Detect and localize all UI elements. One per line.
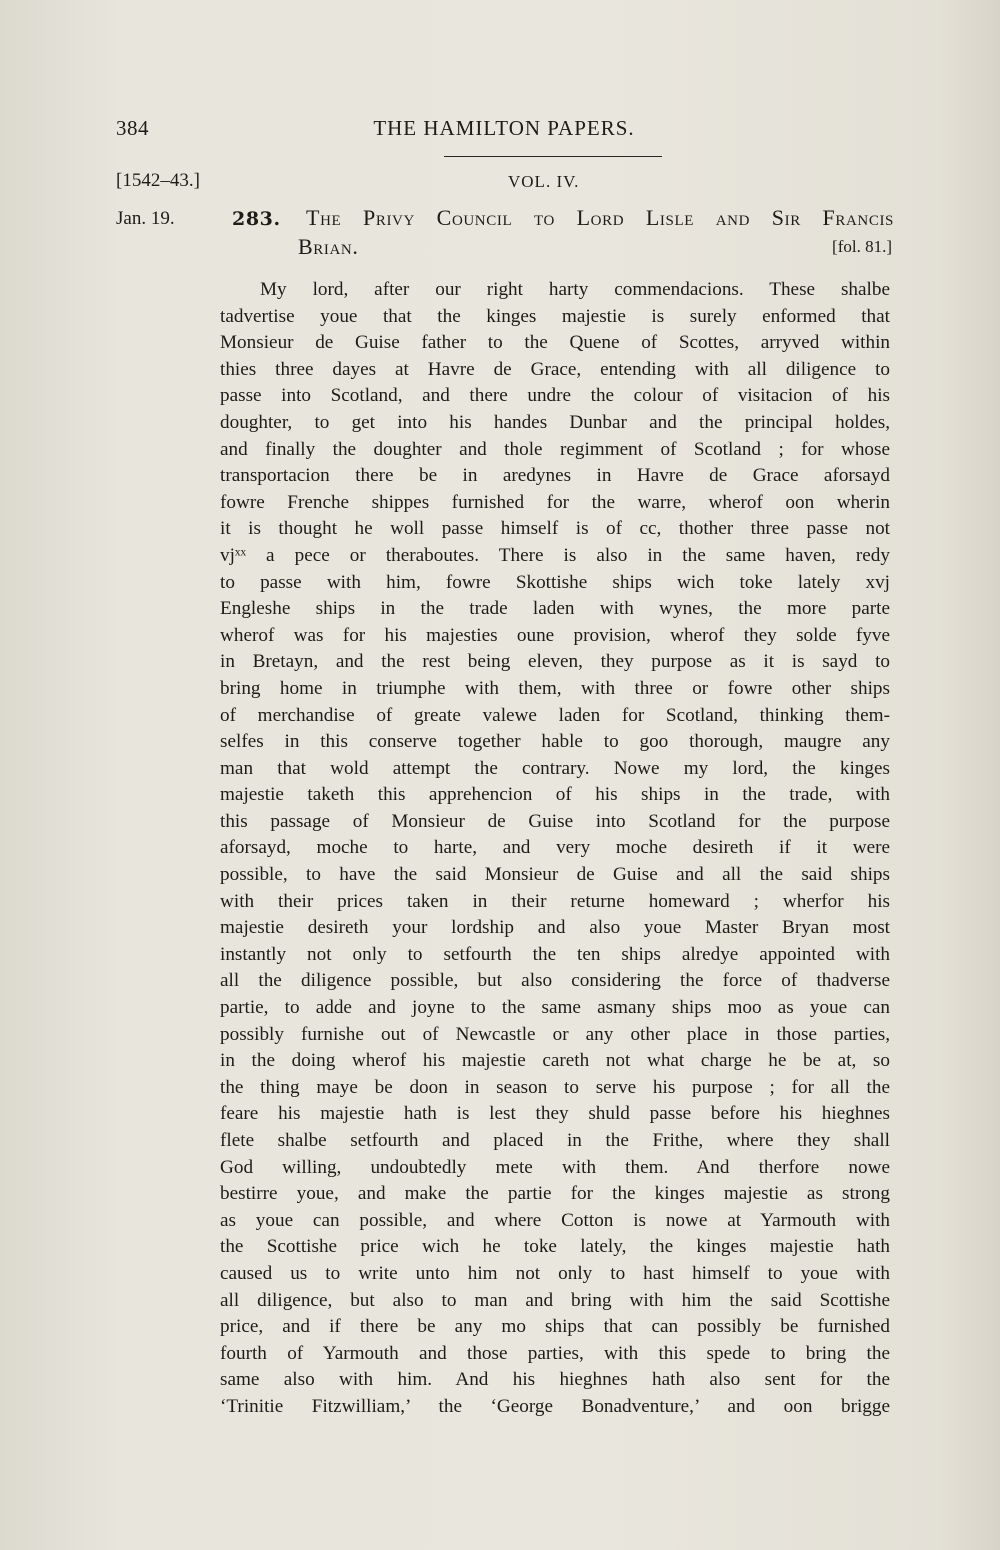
text-line: tadvertise youe that the kinges majestie is surely enformed that <box>220 305 890 327</box>
year-range: [1542–43.] <box>116 170 200 191</box>
text-line: fowre Frenche shippes furnished for the warre, wherof oon wherin <box>220 491 890 513</box>
text-line: fourth of Yarmouth and those parties, with this spede to bring the <box>220 1342 890 1364</box>
text-line: in the doing wherof his majestie careth not what charge he be at, so <box>220 1050 890 1072</box>
text-line: Engleshe ships in the trade laden with wynes, the more parte <box>220 598 890 620</box>
text-line: thies three dayes at Havre de Grace, entending with all diligence to <box>220 358 890 380</box>
text-line: doughter, to get into his handes Dunbar and the principal holdes, <box>220 411 890 433</box>
text-line: price, and if there be any mo ships that can possibly be furnished <box>220 1316 890 1338</box>
text-line: selfes in this conserve together hable to goo thorough, maugre any <box>220 731 890 753</box>
text-line: in Bretayn, and the rest being eleven, they purpose as it is sayd to <box>220 651 890 673</box>
page-number: 384 <box>116 116 149 140</box>
text-line: the Scottishe price wich he toke lately, the kinges majestie hath <box>220 1236 890 1258</box>
text-line: the thing maye be doon in season to serve his purpose ; for all the <box>220 1076 890 1098</box>
text-line: instantly not only to setfourth the ten ships alredye appointed with <box>220 943 890 965</box>
page-edge-shadow <box>940 0 1000 1550</box>
text-line: it is thought he woll passe himself is of cc, thother three passe not <box>220 518 890 540</box>
text-line: wherof was for his majesties oune provision, wherof they solde fyve <box>220 624 890 646</box>
text-line: passe into Scotland, and there undre the colour of visitacion of his <box>220 385 890 407</box>
text-line: bestirre youe, and make the partie for the kinges majestie as strong <box>220 1183 890 1205</box>
entry-title-line2 <box>232 233 894 261</box>
text-line: with their prices taken in their returne homeward ; wherfor his <box>220 890 890 912</box>
text-line: to passe with him, fowre Skottishe ships wich toke lately xvj <box>220 571 890 593</box>
entry-title <box>232 204 894 261</box>
text-line: God willing, undoubtedly mete with them. And therfore nowe <box>220 1156 890 1178</box>
text-line: feare his majestie hath is lest they shuld passe before his hieghnes <box>220 1103 890 1125</box>
text-line: caused us to write unto him not only to hast himself to youe with <box>220 1262 890 1284</box>
text-line: My lord, after our right harty commendacions. These shalbe <box>260 279 890 300</box>
text-line: majestie taketh this apprehencion of his ships in the trade, with <box>220 784 890 806</box>
entry-title-text: The Privy Council to Lord Lisle and Sir Francis <box>306 205 894 230</box>
text-line: same also with him. And his hieghnes hath also sent for the <box>220 1369 890 1391</box>
entry-heading <box>232 204 894 261</box>
text-line: ‘Trinitie Fitzwilliam,’ the ‘George Bonadventure,’ and oon brigge <box>220 1395 890 1417</box>
volume-label: VOL. IV. <box>508 172 580 191</box>
text-line: possible, to have the said Monsieur de Guise and all the said ships <box>220 864 890 886</box>
text-line: man that wold attempt the contrary. Nowe my lord, the kinges <box>220 757 890 779</box>
running-title: THE HAMILTON PAPERS. <box>373 116 635 140</box>
text-line: of merchandise of greate valewe laden for Scotland, thinking them- <box>220 704 890 726</box>
text-line: this passage of Monsieur de Guise into Scotland for the purpose <box>220 810 890 832</box>
page-header <box>116 116 892 150</box>
text-line: majestie desireth your lordship and also youe Master Bryan most <box>220 917 890 939</box>
text-line: bring home in triumphe with them, with three or fowre other ships <box>220 677 890 699</box>
text-line: possibly furnishe out of Newcastle or any other place in those parties, <box>220 1023 890 1045</box>
header-rule <box>444 156 662 157</box>
text-line: all diligence, but also to man and bring with him the said Scottishe <box>220 1289 890 1311</box>
text-line: partie, to adde and joyne to the same asmany ships moo as youe can <box>220 997 890 1019</box>
text-line: flete shalbe setfourth and placed in the Frithe, where they shall <box>220 1130 890 1151</box>
text-line: vjˣˣ a pece or theraboutes. There is also in the same haven, redy <box>220 544 890 566</box>
meta-row <box>116 170 892 200</box>
entry-title-line1 <box>232 204 894 233</box>
text-line: aforsayd, moche to harte, and very moche desireth if it were <box>220 837 890 859</box>
text-line: transportacion there be in aredynes in Havre de Grace aforsayd <box>220 465 890 487</box>
folio-reference: [fol. 81.] <box>832 237 892 256</box>
letter-body <box>220 277 890 1421</box>
entry-title-continuation: Brian. <box>298 234 359 259</box>
entry-number: 283. <box>232 208 281 230</box>
text-line: as youe can possible, and where Cotton is nowe at Yarmouth with <box>220 1209 890 1231</box>
text-line: all the diligence possible, but also considering the force of thadverse <box>220 970 890 992</box>
text-line: Monsieur de Guise father to the Quene of Scottes, arryved within <box>220 332 890 354</box>
text-line: and finally the doughter and thole regimment of Scotland ; for whose <box>220 438 890 460</box>
entry-date: Jan. 19. <box>116 208 175 229</box>
